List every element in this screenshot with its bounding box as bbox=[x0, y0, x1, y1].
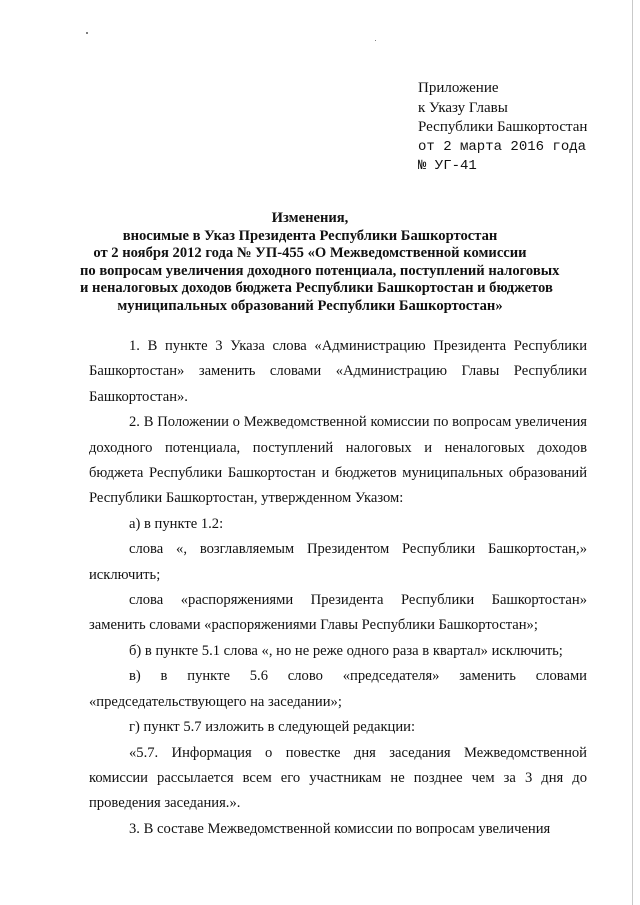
annex-line: Приложение bbox=[418, 80, 499, 96]
title-line: Изменения, bbox=[271, 210, 349, 226]
paragraph: 2. В Положении о Межведомственной комиссии по вопросам увеличения доходного потенциала, поступлений налоговых и неналоговых доходов бюджета Республики Башкортостан и бюджетов муниципальных образований Республики Башкортостан, утвержденном Указом: bbox=[89, 414, 587, 507]
title-line: по вопросам увеличения доходного потенциала, поступлений налоговых bbox=[80, 262, 560, 279]
paragraph: г) пункт 5.7 изложить в следующей редакции: bbox=[129, 719, 416, 736]
paragraph: слова «распоряжениями Президента Республики Башкортостан» заменить словами «распоряжениями Главы Республики Башкортостан»; bbox=[89, 592, 587, 634]
title-line: и неналоговых доходов бюджета Республики Башкортостан и бюджетов bbox=[80, 280, 553, 297]
scan-speck bbox=[375, 40, 376, 41]
document-title bbox=[80, 210, 560, 316]
title-line: от 2 ноября 2012 года № УП-455 «О Межведомственной комиссии bbox=[93, 245, 527, 262]
title-line: муниципальных образований Республики Башкортостан» bbox=[117, 297, 503, 314]
paragraph: 1. В пункте 3 Указа слова «Администрацию Президента Республики Башкортостан» заменить словами «Администрацию Главы Республики Башкортостан». bbox=[89, 338, 587, 405]
document-body bbox=[89, 334, 587, 842]
annex-number: № УГ-41 bbox=[418, 158, 477, 174]
paragraph: б) в пункте 5.1 слова «, но не реже одного раза в квартал» исключить; bbox=[129, 642, 563, 659]
page-edge-line bbox=[632, 0, 633, 905]
title-line: вносимые в Указ Президента Республики Башкортостан bbox=[122, 227, 498, 244]
annex-header bbox=[418, 79, 618, 177]
paragraph: «5.7. Информация о повестке дня заседания Межведомственной комиссии рассылается всем его участникам не позднее чем за 3 дня до проведения заседания.». bbox=[89, 744, 587, 812]
annex-date: от 2 марта 2016 года bbox=[418, 138, 587, 155]
annex-line: Республики Башкортостан bbox=[418, 119, 588, 135]
paragraph: 3. В составе Межведомственной комиссии по вопросам увеличения bbox=[129, 820, 551, 837]
paragraph: в) в пункте 5.6 слово «председателя» заменить словами «председательствующего на заседании»; bbox=[89, 668, 587, 710]
scan-speck bbox=[86, 32, 88, 34]
paragraph: слова «, возглавляемым Президентом Республики Башкортостан,» исключить; bbox=[89, 541, 587, 583]
paragraph: а) в пункте 1.2: bbox=[129, 515, 224, 532]
annex-line: к Указу Главы bbox=[418, 99, 508, 116]
